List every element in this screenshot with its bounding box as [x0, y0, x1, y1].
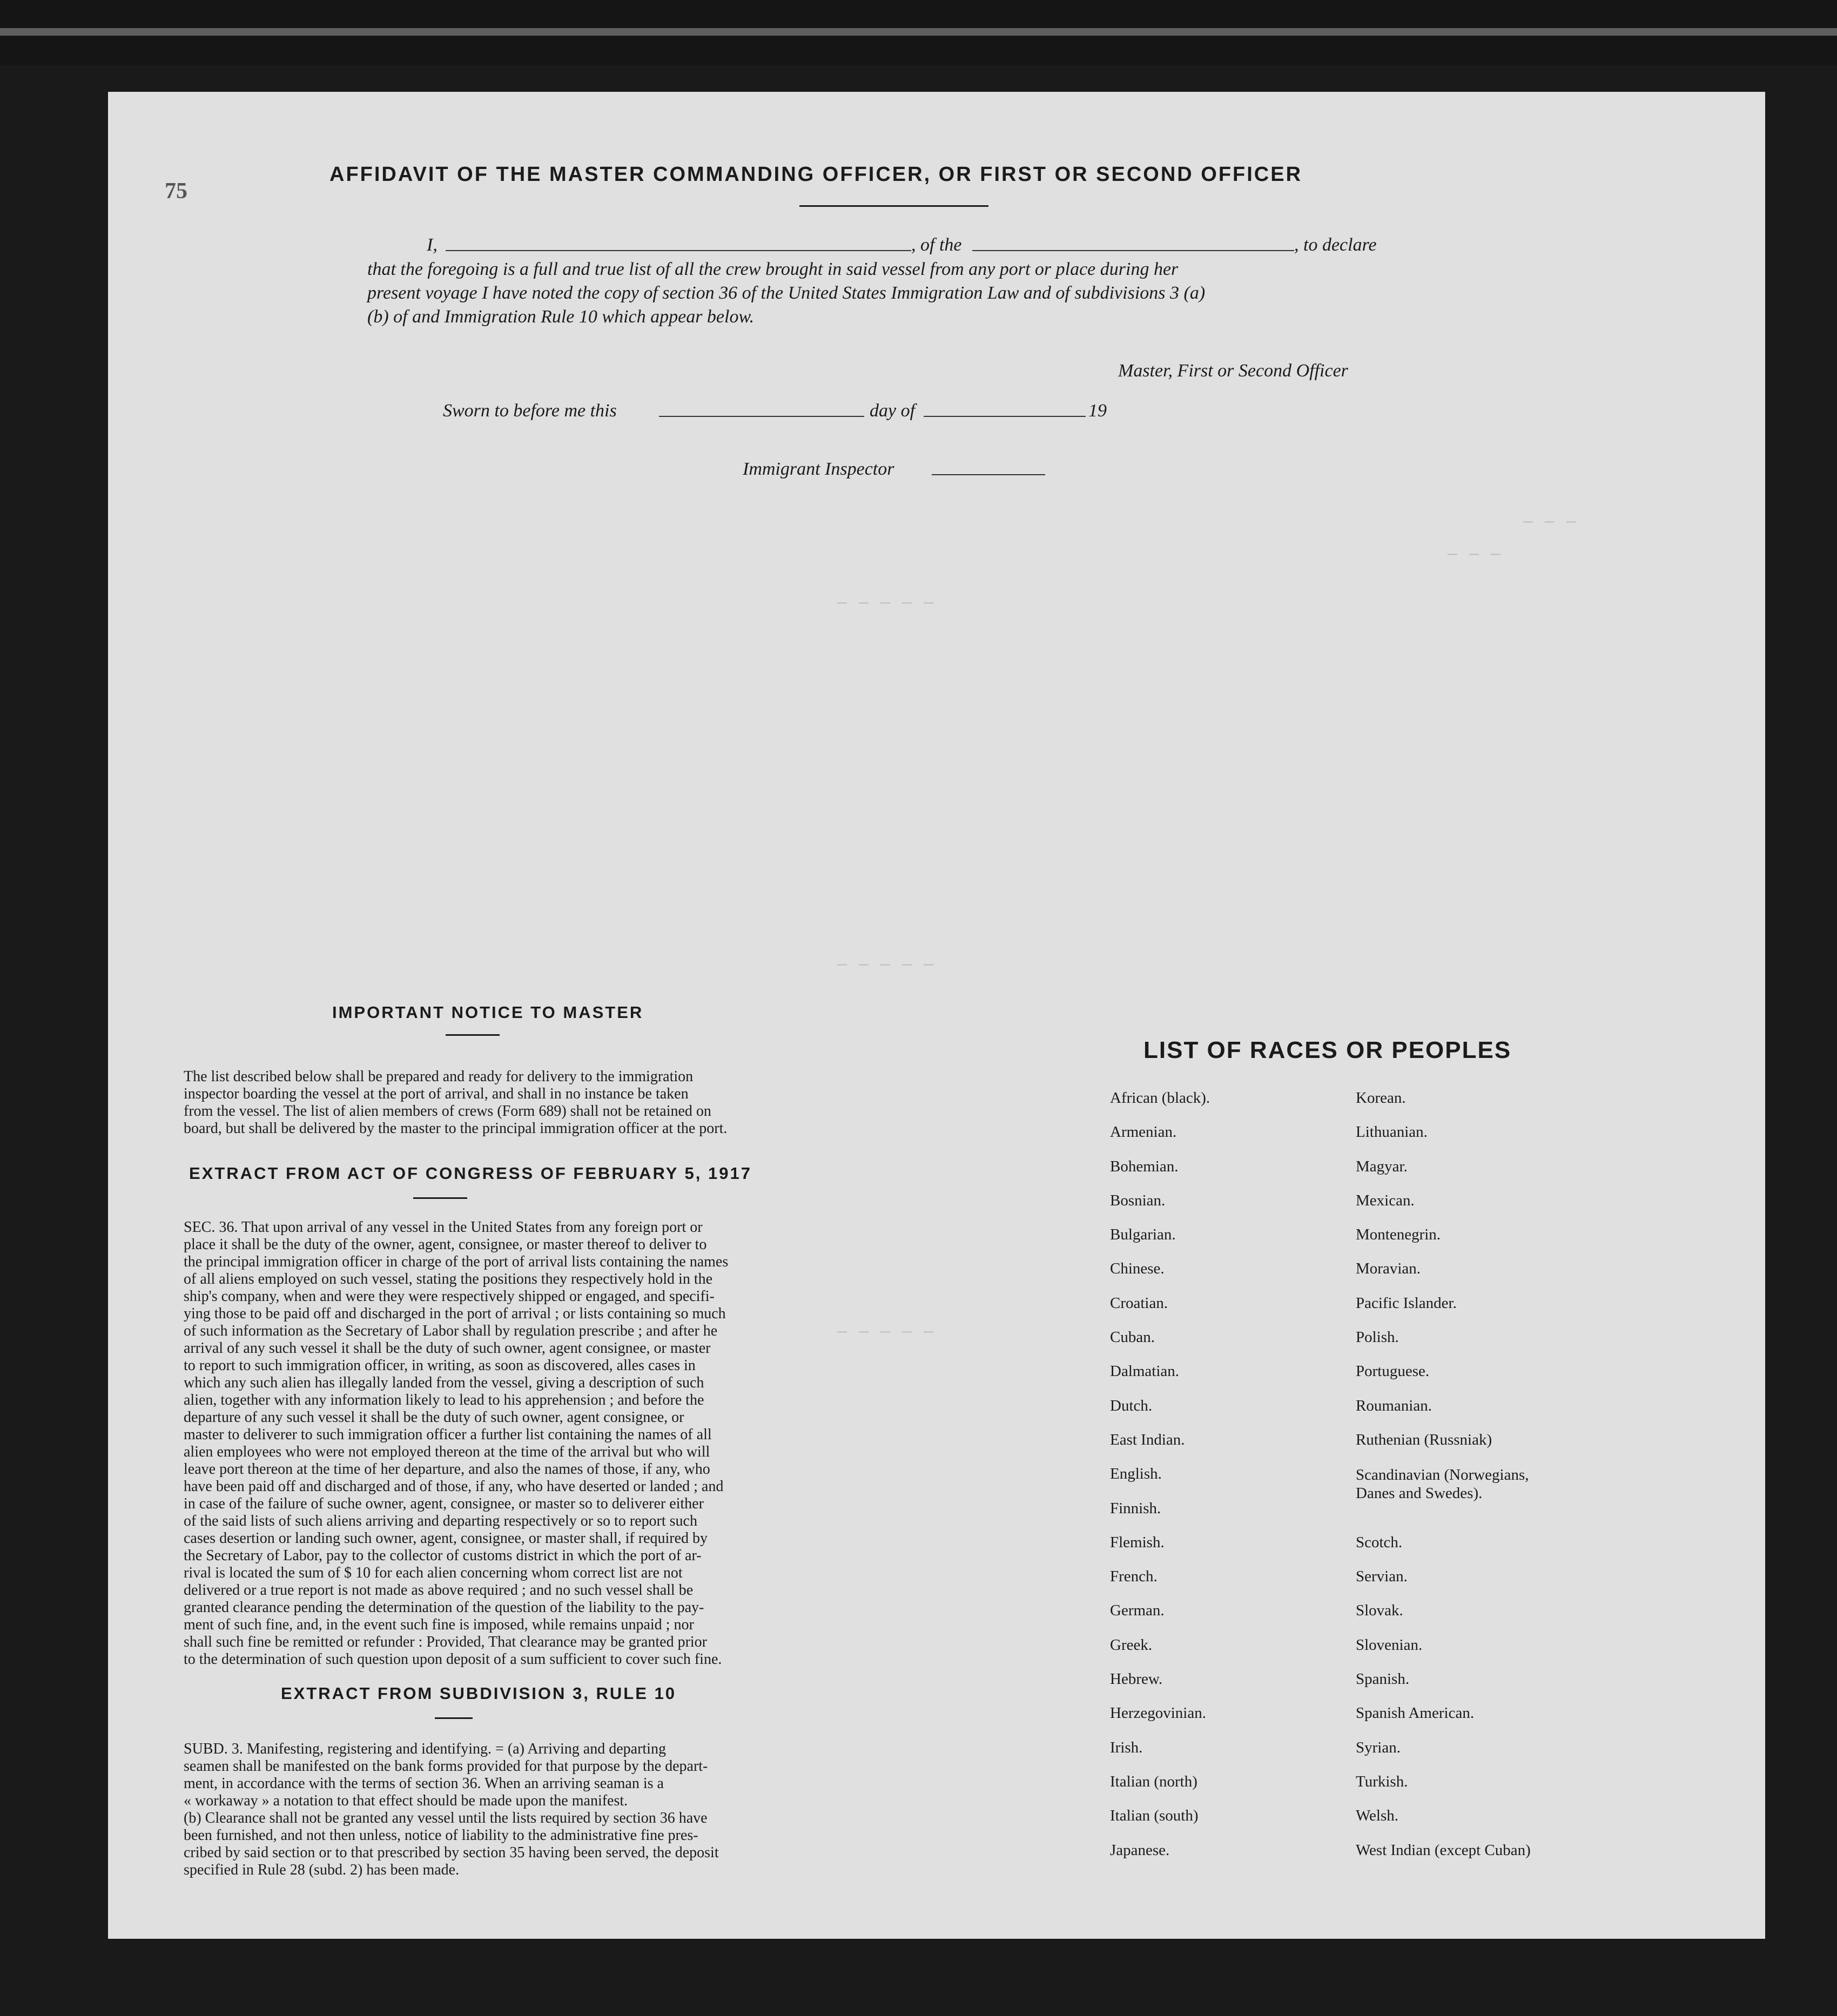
race-item: Slovenian. [1356, 1636, 1423, 1654]
act-rule [413, 1197, 467, 1199]
affidavit-of-the: , of the [911, 235, 962, 255]
race-item: French. [1110, 1568, 1158, 1586]
race-item: Flemish. [1110, 1533, 1165, 1551]
sworn-label: Sworn to before me this [443, 401, 617, 421]
race-item: Greek. [1110, 1636, 1153, 1654]
race-item: Spanish. [1356, 1670, 1410, 1688]
race-item: Ruthenian (Russniak) [1356, 1431, 1492, 1448]
notice-title: IMPORTANT NOTICE TO MASTER [332, 1003, 644, 1022]
rule-text: SUBD. 3. Manifesting, registering and identifying. = (a) Arriving and departing seamen shall be manifested on the bank forms provided for that purpose by the depart- ment, in accordance with the terms of section 36. When an arriving seaman is a « workaway » a notation to that effect should be made upon the manifest. (b) Clearance shall not be granted any vessel until the lists required by section 36 have been furnished, and not then unless, notice of liability to the administrative fine pres- cribed by said section or to that prescribed by section 35 having been served, the deposit specified in Rule 28 (subd. 2) has been made. [184, 1741, 719, 1878]
race-item: Spanish American. [1356, 1704, 1475, 1722]
name-blank [446, 250, 911, 251]
page-number: 75 [165, 179, 187, 204]
year-label: 19 [1088, 401, 1107, 421]
affidavit-line-4: (b) of and Immigration Rule 10 which appear below. [367, 307, 755, 327]
affidavit-line-2: that the foregoing is a full and true list of all the crew brought in said vessel from any port or place during her [367, 259, 1179, 279]
inspector-label: Immigrant Inspector [743, 459, 894, 479]
affidavit-title: AFFIDAVIT OF THE MASTER COMMANDING OFFICER, OR FIRST OR SECOND OFFICER [329, 163, 1303, 186]
race-item: Turkish. [1356, 1772, 1408, 1790]
race-item: Welsh. [1356, 1807, 1399, 1825]
race-item: African (black). [1110, 1089, 1210, 1107]
rule-rule [435, 1717, 473, 1719]
notice-rule [446, 1034, 500, 1036]
race-item: Bosnian. [1110, 1191, 1166, 1209]
race-item: Roumanian. [1356, 1397, 1432, 1414]
race-item: West Indian (except Cuban) [1356, 1841, 1531, 1859]
inspector-blank [932, 474, 1045, 475]
race-item: Dalmatian. [1110, 1363, 1180, 1380]
race-item: Hebrew. [1110, 1670, 1163, 1688]
race-item: Korean. [1356, 1089, 1406, 1107]
title-rule [799, 205, 988, 207]
race-item: Syrian. [1356, 1738, 1401, 1756]
race-item: Lithuanian. [1356, 1123, 1428, 1141]
race-item: Herzegovinian. [1110, 1704, 1206, 1722]
race-item: Portuguese. [1356, 1363, 1430, 1380]
race-item: Cuban. [1110, 1329, 1155, 1346]
act-title: EXTRACT FROM ACT OF CONGRESS OF FEBRUARY 5, 1917 [189, 1164, 752, 1183]
race-item: Chinese. [1110, 1260, 1165, 1278]
scan-strip [0, 28, 1837, 36]
race-item: Italian (north) [1110, 1772, 1197, 1790]
sworn-date-blank [659, 416, 864, 417]
race-item: German. [1110, 1602, 1165, 1620]
race-item: Slovak. [1356, 1602, 1403, 1620]
race-item: Scandinavian (Norwegians, Danes and Swedes). [1356, 1466, 1529, 1502]
race-item: Magyar. [1356, 1157, 1408, 1175]
race-item: Servian. [1356, 1568, 1408, 1586]
notice-text: The list described below shall be prepared and ready for delivery to the immigration inspector boarding the vessel at the port of arrival, and shall in no instance be taken from the vessel. The list of alien members of crews (Form 689) shall not be retained on board, but shall be delivered by the master to the principal immigration officer at the port. [184, 1068, 728, 1137]
master-label: Master, First or Second Officer [1118, 361, 1348, 381]
race-item: English. [1110, 1465, 1162, 1483]
vessel-blank [972, 250, 1294, 251]
day-of-label: day of [870, 401, 916, 421]
race-item: Italian (south) [1110, 1807, 1199, 1825]
races-right-column [1356, 1090, 1658, 1876]
rule-title: EXTRACT FROM SUBDIVISION 3, RULE 10 [281, 1684, 676, 1703]
document-page: — — — — — — — — — — — — — — — — — — — — — 75 AFFIDAVIT OF THE MASTER COMMANDING OFFICER, OR FIRST OR SECOND OFFICER I, , of the , to declare that the foregoing is a full and true list of all the crew brought in said vessel from any port or place during her present voyage I have noted the copy of section 36 of the United States Immigration Law and of subdivisions 3 (a) (b) of and Immigration Rule 10 which appear below. Master, First or Second Officer Sworn to before me this day of 19 Immigrant Inspector IMPORTANT NOTICE TO MASTER The list described below shall be prepared and ready for delivery to the immigration inspector boarding the vessel at the port of arrival, and shall in no instance be taken from the vessel. The list of alien members of crews (Form 689) shall not be retained on board, but shall be delivered by the master to the principal immigration officer at the port. EXTRACT FROM ACT OF CONGRESS OF FEBRUARY 5, 1917 SEC. 36. That upon arrival of any vessel in the United States from any foreign port or place it shall be the duty of the owner, agent, consignee, or master thereof to deliver to the principal immigration officer in charge of the port of arrival lists containing the names of all aliens employed on such vessel, stating the positions they respectively hold in the ship's company, when and were they were respectively shipped or engaged, and specifi- ying those to be paid off and discharged in the port of arrival ; or lists containing so much of such information as the Secretary of Labor shall by regulation prescribe ; and after he arrival of any such vessel it shall be the duty of such owner, agent consignee, or master to report to such immigration officer, in writing, as soon as discovered, alles cases in which any such alien has illegally landed from the vessel, giving a description of such alien, together with any information likely to lead to his apprehension ; and before the departure of any such vessel it shall be the duty of such owner, agent consignee, or master to deliverer to such immigration officer a further list containing the names of all alien employees who were not employed thereon at the time of the arrival but who will leave port thereon at the time of her departure, and also the names of those, if any, who have been paid off and discharged and of those, if any, who have deserted or landed ; and in case of the failure of suche owner, agent, consignee, or master so to deliverer either of the said lists of such aliens arriving and departing respectively or so to report such cases desertion or landing such owner, agent, consignee, or master shall, if required by the Secretary of Labor, pay to the collector of customs district in which the port of ar- rival is located the sum of $ 10 for each alien concerning whom correct list are not delivered or a true report is not made as above required ; and no such vessel shall be granted clearance pending the determination of the question of the liability to the pay- ment of such fine, and, in the event such fine is imposed, while remains unpaid ; nor shall such fine be remitted or refunder : Provided, That clearance may be granted prior to the determination of such question upon deposit of a sum sufficient to cover such fine. EXTRACT FROM SUBDIVISION 3, RULE 10 SUBD. 3. Manifesting, registering and identifying. = (a) Arriving and departing seamen shall be manifested on the bank forms provided for that purpose by the depart- ment, in accordance with the terms of section 36. When an arriving seaman is a « workaway » a notation to that effect should be made upon the manifest. (b) Clearance shall not be granted any vessel until the lists required by section 36 have been furnished, and not then unless, notice of liability to the administrative fine pres- cribed by said section or to that prescribed by section 35 having been served, the deposit specified in Rule 28 (subd. 2) has been made. LIST OF RACES OR PEOPLES African (black). Armenian. Bohemian. Bosnian. Bulgarian. Chinese. Croatian. Cuban. Dalmatian. Dutch. East Indian. English. Finnish. Flemish. French. German. Greek. Hebrew. Herzegovinian. Irish. Italian (north) Italian (south) Japanese. Korean. Lithuanian. Magyar. Mexican. Montenegrin. Moravian. Pacific Islander. Polish. Portuguese. Roumanian. Ruthenian (Russniak) Scandinavian (Norwegians, Danes and Swedes). Scotch. Servian. Slovak. Slovenian. Spanish. Spanish American. Syrian. Turkish. Welsh. West Indian (except Cuban) [108, 92, 1765, 1939]
race-item: Montenegrin. [1356, 1226, 1441, 1244]
race-item: Polish. [1356, 1329, 1399, 1346]
affidavit-i: I, [427, 235, 438, 255]
race-item: Japanese. [1110, 1841, 1170, 1859]
month-blank [924, 416, 1086, 417]
race-item: Croatian. [1110, 1294, 1168, 1312]
race-item: Dutch. [1110, 1397, 1153, 1414]
act-text: SEC. 36. That upon arrival of any vessel in the United States from any foreign port or place it shall be the duty of the owner, agent, consignee, or master thereof to deliver to the principal immigration officer in charge of the port of arrival lists containing the names of all aliens employed on such vessel, stating the positions they respectively hold in the ship's company, when and were they were respectively shipped or engaged, and specifi- ying those to be paid off and discharged in the port of arrival ; or lists containing so much of such information as the Secretary of Labor shall by regulation prescribe ; and after he arrival of any such vessel it shall be the duty of such owner, agent consignee, or master to report to such immigration officer, in writing, as soon as discovered, alles cases in which any such alien has illegally landed from the vessel, giving a description of such alien, together with any information likely to lead to his apprehension ; and before the departure of any such vessel it shall be the duty of such owner, agent consignee, or master to deliverer to such immigration officer a further list containing the names of all alien employees who were not employed thereon at the time of the arrival but who will leave port thereon at the time of her departure, and also the names of those, if any, who have been paid off and discharged and of those, if any, who have deserted or landed ; and in case of the failure of suche owner, agent, consignee, or master so to deliverer either of the said lists of such aliens arriving and departing respectively or so to report such cases desertion or landing such owner, agent, consignee, or master shall, if required by the Secretary of Labor, pay to the collector of customs district in which the port of ar- rival is located the sum of $ 10 for each alien concerning whom correct list are not delivered or a true report is not made as above required ; and no such vessel shall be granted clearance pending the determination of the question of the liability to the pay- ment of such fine, and, in the event such fine is imposed, while remains unpaid ; nor shall such fine be remitted or refunder : Provided, That clearance may be granted prior to the determination of such question upon deposit of a sum sufficient to cover such fine. [184, 1219, 729, 1668]
race-item: Moravian. [1356, 1260, 1421, 1278]
race-item: Finnish. [1110, 1499, 1161, 1517]
affidavit-to-declare: , to declare [1294, 235, 1377, 255]
affidavit-line-3: present voyage I have noted the copy of section 36 of the United States Immigration Law and of subdivisions 3 (a) [367, 283, 1206, 303]
race-item: Pacific Islander. [1356, 1294, 1457, 1312]
race-item: Armenian. [1110, 1123, 1177, 1141]
races-left-column [1110, 1090, 1353, 1876]
race-item: Bohemian. [1110, 1157, 1179, 1175]
race-item: Bulgarian. [1110, 1226, 1176, 1244]
race-item: Mexican. [1356, 1191, 1415, 1209]
race-item: Scotch. [1356, 1533, 1403, 1551]
races-title: LIST OF RACES OR PEOPLES [1143, 1037, 1512, 1063]
race-item: Irish. [1110, 1738, 1143, 1756]
race-item: East Indian. [1110, 1431, 1185, 1448]
